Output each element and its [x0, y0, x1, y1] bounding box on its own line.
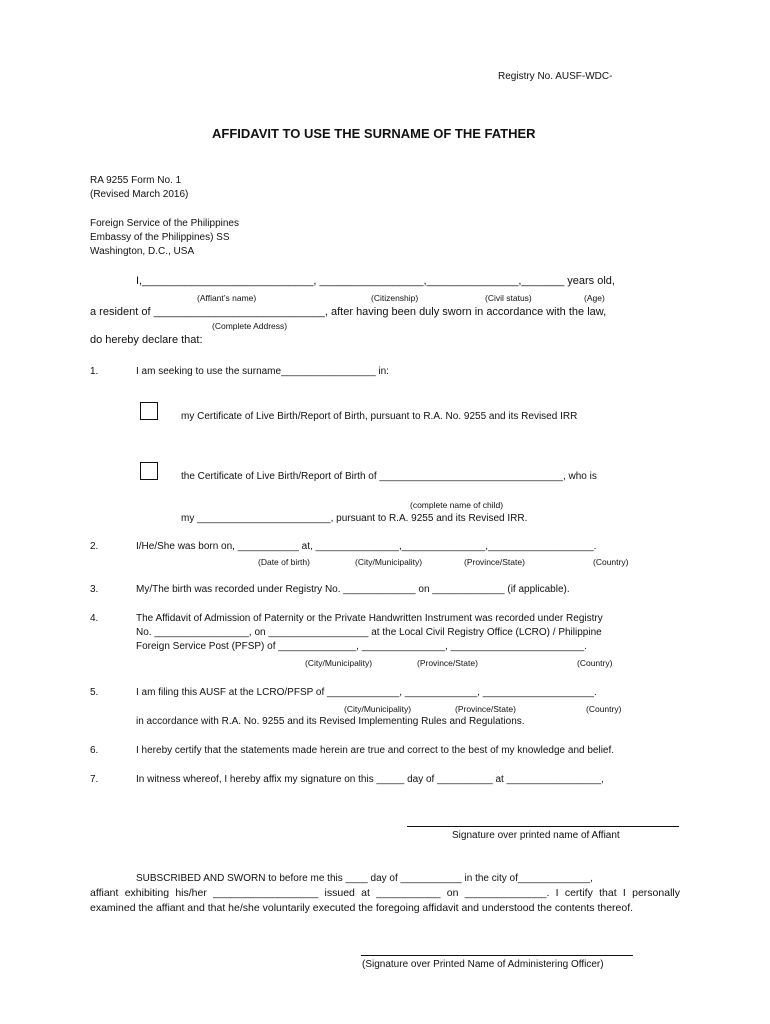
item-3-number: 3.: [90, 584, 99, 595]
document-title: AFFIDAVIT TO USE THE SURNAME OF THE FATHER: [212, 126, 536, 141]
item-6-number: 6.: [90, 745, 99, 756]
affiant-details-line: I,____________________________, _________________,_______________,_______ years old,: [136, 275, 615, 287]
item-4-number: 4.: [90, 613, 99, 624]
officer-signature-line[interactable]: [361, 955, 633, 956]
caption-citizenship: (Citizenship): [371, 293, 419, 303]
item-2-number: 2.: [90, 541, 99, 552]
caption-complete-address: (Complete Address): [212, 321, 288, 331]
caption-complete-name-child: (complete name of child): [410, 500, 504, 510]
venue-line-1: Foreign Service of the Philippines: [90, 218, 239, 229]
declaration-line: do hereby declare that:: [90, 334, 203, 346]
caption-filing-province: (Province/State): [455, 704, 516, 714]
caption-birth-country: (Country): [593, 557, 629, 567]
caption-filing-city: (City/Municipality): [344, 704, 412, 714]
jurat-line-1: SUBSCRIBED AND SWORN to before me this ____ day of ___________ in the city of_____________,: [136, 873, 593, 884]
option-own-certificate: my Certificate of Live Birth/Report of Birth, pursuant to R.A. No. 9255 and its Revised IRR: [181, 411, 578, 422]
item-4-line-3: Foreign Service Post (PFSP) of ______________, _______________, ________________________.: [136, 641, 587, 652]
registry-number: Registry No. AUSF-WDC-: [498, 71, 613, 82]
caption-birth-city: (City/Municipality): [355, 557, 423, 567]
jurat-body: affiant exhibiting his/her __________________ issued at ___________ on ______________. I certify that I personally examined the affiant and that he/she voluntarily executed the foregoing affidavit and understood the contents thereof.: [90, 887, 680, 914]
form-number: RA 9255 Form No. 1: [90, 175, 182, 186]
checkbox-own-certificate[interactable]: [140, 402, 158, 420]
caption-pfsp-province: (Province/State): [417, 658, 478, 668]
item-3-text: My/The birth was recorded under Registry No. _____________ on _____________ (if applicable).: [136, 584, 570, 595]
caption-filing-country: (Country): [586, 704, 622, 714]
item-6-text: I hereby certify that the statements made herein are true and correct to the best of my knowledge and belief.: [136, 745, 615, 756]
item-4-line-2: No. _________________, on __________________ at the Local Civil Registry Office (LCRO) / Philippine: [136, 627, 602, 638]
caption-pfsp-city: (City/Municipality): [305, 658, 373, 668]
caption-pfsp-country: (Country): [577, 658, 613, 668]
item-5-number: 5.: [90, 687, 99, 698]
venue-line-2: Embassy of the Philippines) SS: [90, 232, 230, 243]
officer-signature-caption: (Signature over Printed Name of Administering Officer): [362, 959, 604, 970]
affiant-signature-caption: Signature over printed name of Affiant: [452, 830, 620, 841]
option-child-relation: my ________________________, pursuant to R.A. 9255 and its Revised IRR.: [181, 513, 528, 524]
caption-date-of-birth: (Date of birth): [258, 557, 310, 567]
affiant-signature-line[interactable]: [407, 826, 679, 827]
checkbox-child-certificate[interactable]: [140, 462, 158, 480]
item-1-number: 1.: [90, 366, 99, 377]
resident-line: a resident of ____________________________, after having been duly sworn in accordance with the law,: [90, 306, 607, 318]
item-4-line-1: The Affidavit of Admission of Paternity or the Private Handwritten Instrument was recorded under Registry: [136, 613, 603, 624]
caption-birth-province: (Province/State): [464, 557, 525, 567]
item-1-text: I am seeking to use the surname_________________ in:: [136, 366, 389, 377]
item-5-line-2: in accordance with R.A. No. 9255 and its Revised Implementing Rules and Regulations.: [136, 716, 525, 727]
option-child-certificate: the Certificate of Live Birth/Report of Birth of _________________________________, who is: [181, 471, 597, 482]
caption-civil-status: (Civil status): [485, 293, 532, 303]
caption-age: (Age): [584, 293, 605, 303]
item-2-text: I/He/She was born on, ___________ at, _______________,_______________,___________________.: [136, 541, 597, 552]
form-revision: (Revised March 2016): [90, 189, 189, 200]
item-7-number: 7.: [90, 774, 99, 785]
item-7-text: In witness whereof, I hereby affix my signature on this _____ day of __________ at _________________,: [136, 774, 604, 785]
item-5-line-1: I am filing this AUSF at the LCRO/PFSP of _____________, _____________, ____________________.: [136, 687, 597, 698]
venue-line-3: Washington, D.C., USA: [90, 246, 195, 257]
caption-affiant-name: (Affiant’s name): [197, 293, 257, 303]
